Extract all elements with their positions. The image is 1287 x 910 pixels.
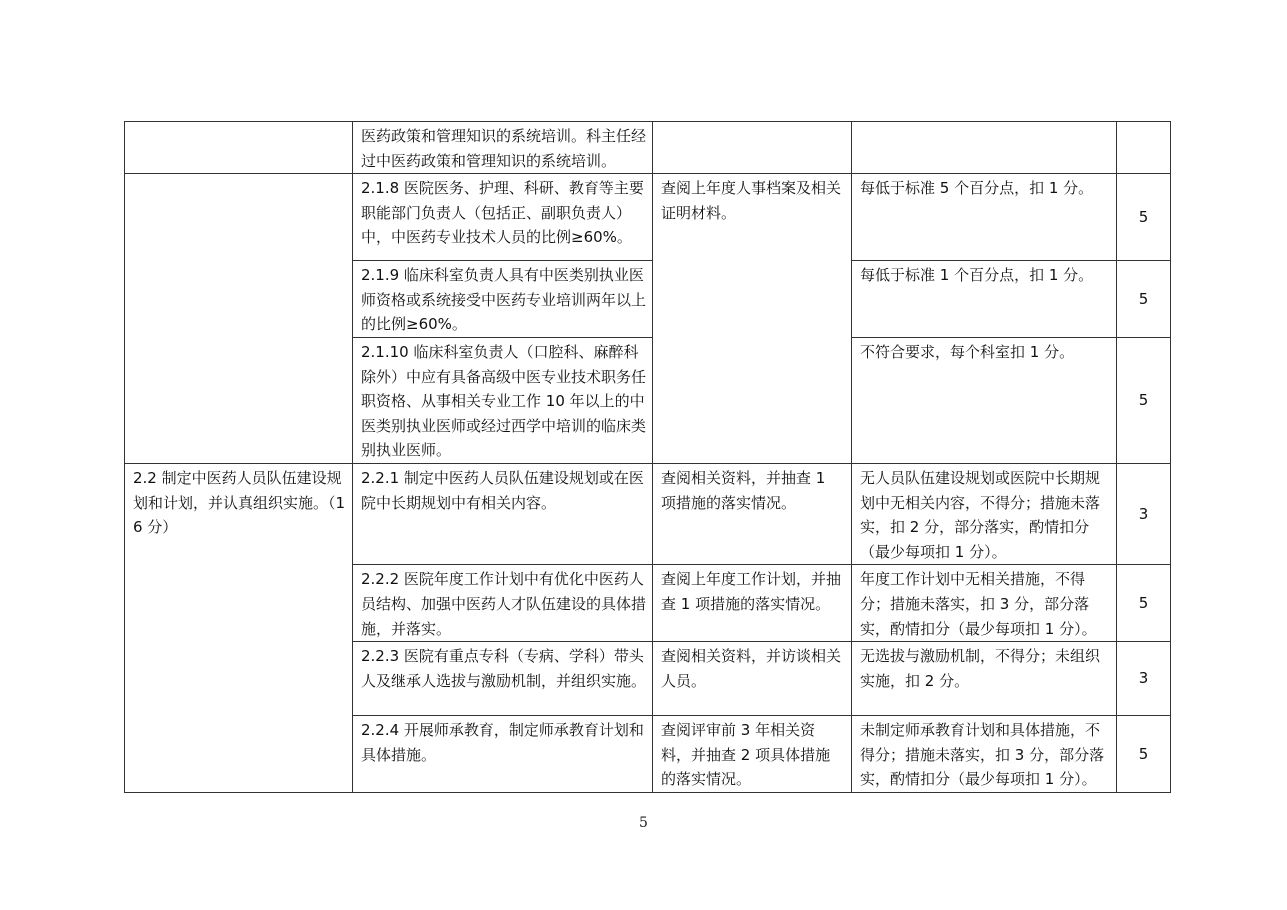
standard-cell: 2.2.2 医院年度工作计划中有优化中医药人员结构、加强中医药人才队伍建设的具体措施，并落实。 <box>353 565 653 642</box>
table-row <box>125 463 1171 564</box>
method-cell: 查阅相关资料，并访谈相关人员。 <box>653 642 852 716</box>
page-number: 5 <box>639 815 648 831</box>
scoring-cell: 每低于标准 5 个百分点，扣 1 分。 <box>852 174 1117 261</box>
scoring-cell: 每低于标准 1 个百分点，扣 1 分。 <box>852 261 1117 338</box>
method-cell <box>653 122 852 174</box>
standard-cell: 医药政策和管理知识的系统培训。科主任经过中医药政策和管理知识的系统培训。 <box>353 122 653 174</box>
item-cell: 2.2 制定中医药人员队伍建设规划和计划，并认真组织实施。（16 分） <box>125 463 353 792</box>
standard-cell: 2.2.1 制定中医药人员队伍建设规划或在医院中长期规划中有相关内容。 <box>353 463 653 564</box>
standard-cell: 2.1.10 临床科室负责人（口腔科、麻醉科除外）中应有具备高级中医专业技术职务任职资格、从事相关专业工作 10 年以上的中医类别执业医师或经过西学中培训的临床类别执业医师。 <box>353 337 653 463</box>
score-cell: 5 <box>1117 716 1171 793</box>
score-cell: 5 <box>1117 174 1171 261</box>
scoring-cell <box>852 122 1117 174</box>
item-cell <box>125 122 353 174</box>
assessment-table <box>124 121 1171 793</box>
scoring-cell: 无人员队伍建设规划或医院中长期规划中无相关内容，不得分；措施未落实，扣 2 分，部分落实，酌情扣分（最少每项扣 1 分）。 <box>852 463 1117 564</box>
score-cell: 5 <box>1117 565 1171 642</box>
table-row <box>125 122 1171 174</box>
standard-cell: 2.1.8 医院医务、护理、科研、教育等主要职能部门负责人（包括正、副职负责人）中，中医药专业技术人员的比例≥60%。 <box>353 174 653 261</box>
standard-cell: 2.2.3 医院有重点专科（专病、学科）带头人及继承人选拔与激励机制，并组织实施。 <box>353 642 653 716</box>
scoring-cell: 年度工作计划中无相关措施，不得分；措施未落实，扣 3 分，部分落实，酌情扣分（最少每项扣 1 分）。 <box>852 565 1117 642</box>
score-cell: 5 <box>1117 261 1171 338</box>
standard-cell: 2.1.9 临床科室负责人具有中医类别执业医师资格或系统接受中医药专业培训两年以上的比例≥60%。 <box>353 261 653 338</box>
score-cell <box>1117 122 1171 174</box>
item-cell-empty <box>125 174 353 464</box>
method-cell: 查阅上年度工作计划，并抽查 1 项措施的落实情况。 <box>653 565 852 642</box>
standard-cell: 2.2.4 开展师承教育，制定师承教育计划和具体措施。 <box>353 716 653 793</box>
score-cell: 3 <box>1117 463 1171 564</box>
scoring-cell: 未制定师承教育计划和具体措施，不得分；措施未落实，扣 3 分，部分落实，酌情扣分（最少每项扣 1 分）。 <box>852 716 1117 793</box>
table-row <box>125 174 1171 261</box>
score-cell: 5 <box>1117 337 1171 463</box>
method-cell: 查阅评审前 3 年相关资料，并抽查 2 项具体措施的落实情况。 <box>653 716 852 793</box>
score-cell: 3 <box>1117 642 1171 716</box>
scoring-cell: 不符合要求，每个科室扣 1 分。 <box>852 337 1117 463</box>
method-cell: 查阅上年度人事档案及相关证明材料。 <box>653 174 852 464</box>
scoring-cell: 无选拔与激励机制，不得分；未组织实施，扣 2 分。 <box>852 642 1117 716</box>
method-cell: 查阅相关资料，并抽查 1 项措施的落实情况。 <box>653 463 852 564</box>
